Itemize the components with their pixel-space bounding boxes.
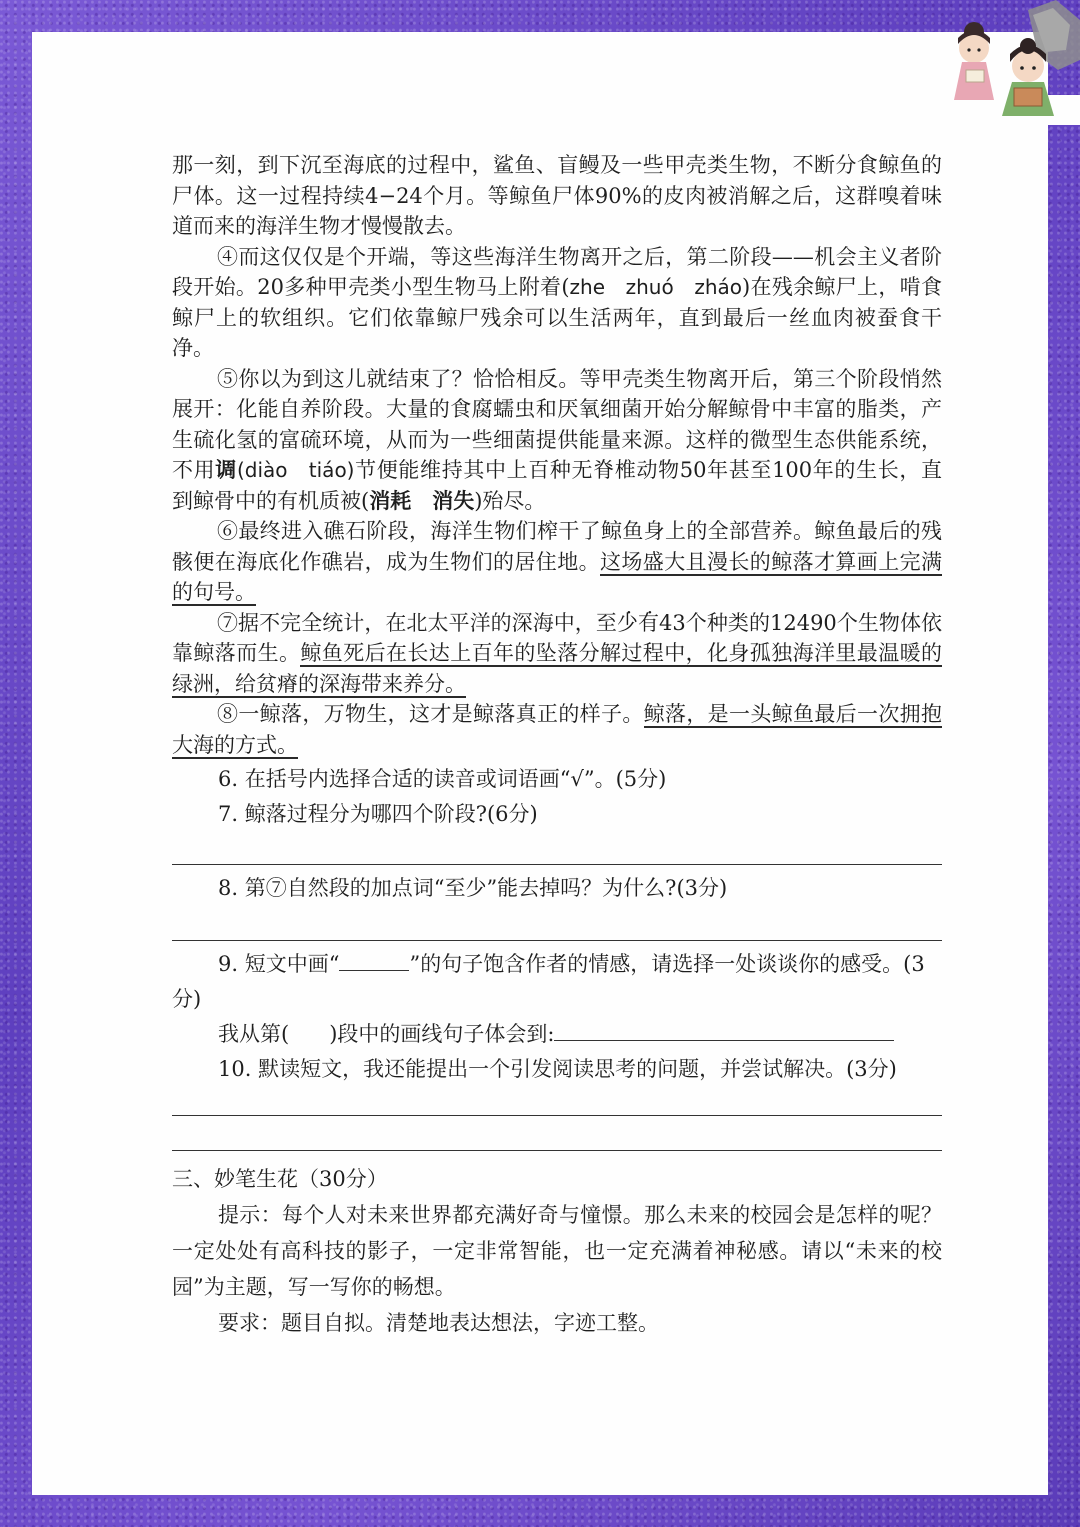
underlined-sentence-8: 鲸落，是一头鲸鱼最后一次拥抱大海的方式。 — [172, 702, 943, 757]
dotted-word-shao: 少 — [616, 610, 638, 635]
pinyin-choice-zhe: zhe zhuó zháo — [569, 275, 742, 299]
paragraph-8-text: ⑧一鲸落，万物生，这才是鲸落真正的样子。 — [217, 702, 644, 726]
paragraph-7-text-a: ⑦据不完全统计，在北太平洋的深海中， — [217, 610, 596, 635]
pinyin-choice-diao: (diào tiáo) — [236, 458, 355, 482]
question-7: 7. 鲸落过程分为哪四个阶段?(6分) — [218, 802, 538, 826]
question-9 — [172, 947, 942, 1017]
paragraph-5-text-c: )殆尽。 — [474, 488, 546, 513]
exam-content — [172, 150, 942, 1341]
answer-line-10b[interactable] — [172, 1150, 942, 1151]
bold-word-diao: 调 — [215, 457, 237, 482]
question-9-text-b: ”的句子饱含作者的情感，请选择一处谈谈你的感受。(3分) — [172, 952, 925, 1011]
paragraph-4-text-a: ④而这仅仅是个开端，等这些海洋生物离开之后，第二阶段——机会主义者阶段开始。20多种甲壳类小型生物马上附着( — [172, 244, 942, 299]
question-9-fill-text-a: 我从第( — [218, 1022, 290, 1046]
question-10: 10. 默读短文，我还能提出一个引发阅读思考的问题，并尝试解决。(3分) — [218, 1057, 897, 1081]
underlined-sentence-6: 这场盛大且漫长的鲸落才算画上完满的句号。 — [172, 549, 942, 604]
question-6: 6. 在括号内选择合适的读音或词语画“√”。(5分) — [218, 767, 667, 791]
writing-hint: 提示：每个人对未来世界都充满好奇与憧憬。那么未来的校园会是怎样的呢？一定处处有高科技的影子，一定非常智能，也一定充满着神秘感。请以“未来的校园”为主题，写一写你的畅想。 — [172, 1203, 942, 1299]
passage-paragraph-4 — [172, 242, 942, 364]
question-8: 8. 第⑦自然段的加点词“至少”能去掉吗？为什么?(3分) — [218, 876, 728, 900]
answer-line-8[interactable] — [172, 940, 942, 941]
question-9-fill-text-b: )段中的画线句子体会到: — [329, 1022, 555, 1046]
passage-paragraph-8 — [172, 699, 942, 760]
paragraph-6-text: ⑥最终进入礁石阶段，海洋生物们榨干了鲸鱼身上的全部营养。鲸鱼最后的残骸便在海底化作礁岩，成为生物们的居住地。 — [172, 519, 942, 574]
paragraph-7-text-b: 有43个种类的12490个生物体依靠鲸落而生。 — [172, 610, 943, 665]
children-reading-illustration-icon — [938, 0, 1080, 125]
underline-sample — [339, 970, 409, 971]
question-9-text-a: 9. 短文中画“ — [218, 952, 340, 976]
question-9-fill-line — [172, 1017, 942, 1052]
paragraph-5-text-b: 节便能维持其中上百种无脊椎动物50年甚至100年的生长，直到鲸骨中的有机质被( — [172, 458, 943, 513]
section-heading-writing: 三、妙笔生花（30分） — [172, 1167, 388, 1191]
passage-paragraph-6 — [172, 516, 942, 608]
word-choice-xiaohao: 消耗 消失 — [369, 487, 475, 513]
underlined-sentence-7: 鲸鱼死后在长达上百年的坠落分解过程中，化身孤独海洋里最温暖的绿洲，给贫瘠的深海带来养分。 — [172, 641, 943, 696]
paragraph-4-text-b: )在残余鲸尸上，啃食鲸尸上的软组织。它们依靠鲸尸残余可以生活两年，直到最后一丝血肉被蚕食干净。 — [172, 275, 942, 360]
passage-paragraph-3-continued: 那一刻，到下沉至海底的过程中，鲨鱼、盲鳗及一些甲壳类生物，不断分食鲸鱼的尸体。这一过程持续4−24个月。等鲸鱼尸体90%的皮肉被消解之后，这群嗅着味道而来的海洋生物才慢慢散去。 — [172, 153, 942, 238]
answer-line-9[interactable] — [554, 1040, 894, 1041]
answer-line-7[interactable] — [172, 864, 942, 865]
passage-paragraph-5 — [172, 364, 942, 517]
dotted-word-zhi: 至 — [595, 610, 617, 635]
writing-requirement: 要求：题目自拟。清楚地表达想法，字迹工整。 — [218, 1311, 659, 1335]
answer-line-10a[interactable] — [172, 1115, 942, 1116]
paragraph-5-text-a: ⑤你以为到这儿就结束了？恰恰相反。等甲壳类生物离开后，第三个阶段悄然展开：化能自养阶段。大量的食腐蠕虫和厌氧细菌开始分解鲸骨中丰富的脂类，产生硫化氢的富硫环境，从而为一些细菌提供能量来源。这样的微型生态供能系统，不用 — [172, 366, 942, 482]
passage-paragraph-7 — [172, 608, 942, 700]
